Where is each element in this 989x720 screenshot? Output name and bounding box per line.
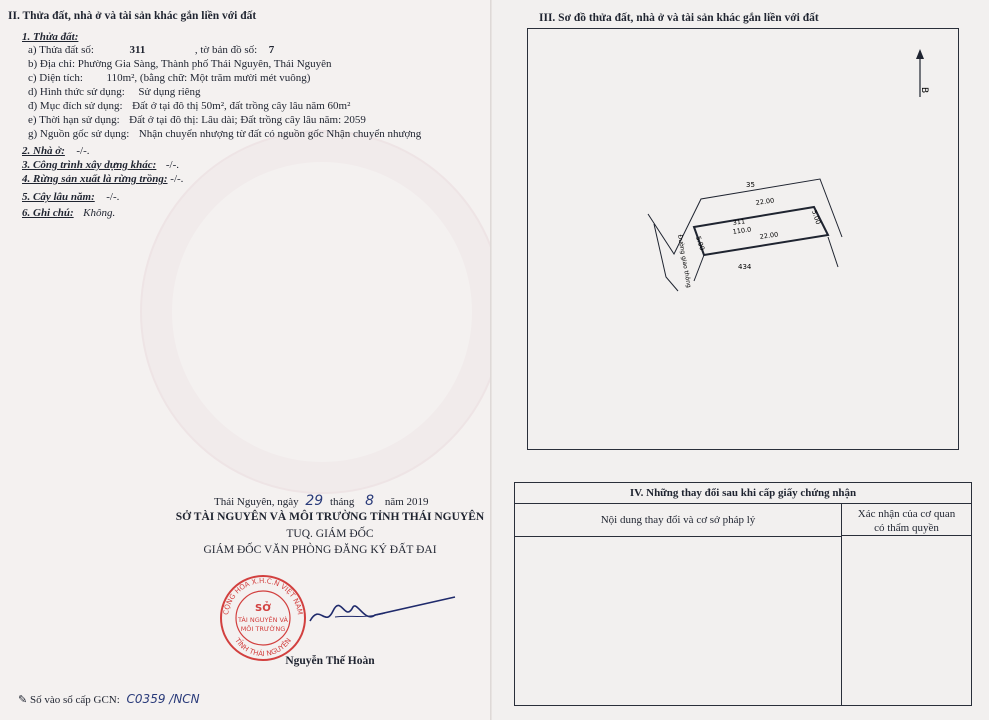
signer-name: Nguyễn Thế Hoàn [285, 655, 375, 667]
area-label: c) Diện tích: [28, 72, 83, 84]
changes-table-divider [841, 536, 842, 705]
width-left: 5.00 [694, 235, 707, 252]
tuq-title: TUQ. GIÁM ĐỐC [286, 528, 374, 540]
perennial-row [22, 191, 119, 204]
right-page [492, 0, 989, 720]
official-seal [218, 573, 308, 663]
len-bottom: 22.00 [759, 230, 779, 241]
other-construction-row [22, 159, 179, 172]
date-month-label: tháng [329, 496, 355, 508]
house-value: -/-. [76, 145, 90, 157]
forest-label: 4. Rừng sản xuất là rừng trồng: [22, 173, 168, 185]
use-term-value: Đất ở tại đô thị: Lâu dài; Đất trồng cây lâu năm: 2059 [129, 114, 366, 126]
signature-scribble [305, 593, 465, 633]
house-row [22, 145, 90, 158]
seal-ring-bottom: TỈNH THÁI NGUYÊN [233, 636, 293, 659]
date-day: 29 [305, 493, 324, 509]
other-construction-value: -/-. [165, 159, 179, 171]
use-purpose-value: Đất ở tại đô thị 50m², đất trồng cây lâu năm 60m² [132, 100, 351, 112]
use-term-row [28, 114, 366, 127]
map-sheet-label: , tờ bản đồ số: [194, 44, 258, 56]
note-label: 6. Ghi chú: [22, 207, 74, 219]
parcel-area: 110.0 [732, 225, 752, 236]
note-value: Không. [83, 207, 116, 219]
use-form-label: d) Hình thức sử dụng: [28, 86, 125, 98]
other-construction-label: 3. Công trình xây dựng khác: [22, 159, 157, 171]
changes-table [514, 482, 972, 706]
len-top: 22.00 [755, 196, 775, 207]
parcel-number-row [28, 44, 274, 57]
house-label: 2. Nhà ở: [22, 145, 65, 157]
road-label: Đường giao thông [676, 234, 693, 289]
left-page [0, 0, 492, 720]
map-sheet-value: 7 [268, 44, 275, 56]
perennial-label: 5. Cây lâu năm: [22, 191, 95, 203]
date-prefix: Thái Nguyên, ngày [214, 496, 299, 508]
changes-col-content: Nội dung thay đổi và cơ sở pháp lý [515, 504, 842, 537]
neighbor-bottom: 434 [738, 263, 752, 271]
perennial-value: -/-. [106, 191, 120, 203]
area-row [28, 72, 310, 85]
authority-line2: có thẩm quyền [874, 522, 939, 534]
date-year: năm 2019 [384, 496, 429, 508]
section-ii-title: II. Thửa đất, nhà ở và tài sản khác gắn liền với đất [8, 10, 257, 22]
neighbor-top: 35 [746, 181, 755, 189]
use-term-label: e) Thời hạn sử dụng: [28, 114, 120, 126]
use-form-value: Sử dụng riêng [138, 86, 201, 98]
parcel-map [527, 28, 959, 450]
item1-title: 1. Thửa đất: [22, 31, 79, 43]
parcel-number-label: a) Thửa đất số: [28, 44, 94, 56]
gcn-row [18, 693, 200, 707]
north-label: B [919, 87, 929, 94]
parcel-311-outline [694, 207, 828, 255]
pen-icon: ✎ [18, 694, 28, 706]
section-iii-title: III. Sơ đồ thửa đất, nhà ở và tài sản khác gắn liền với đất [539, 12, 819, 24]
signing-date [214, 495, 429, 509]
seal-line2: TÀI NGUYÊN VÀ [237, 616, 289, 624]
date-month: 8 [365, 493, 375, 509]
parcel-diagram [528, 29, 958, 449]
note-row [22, 207, 115, 220]
issuing-org: SỞ TÀI NGUYÊN VÀ MÔI TRƯỜNG TỈNH THÁI NGUYÊN [175, 511, 485, 523]
use-purpose-label: đ) Mục đích sử dụng: [28, 100, 123, 112]
use-purpose-row [28, 100, 350, 113]
changes-table-title: IV. Những thay đổi sau khi cấp giấy chứng nhận [515, 483, 971, 504]
signer-role: GIÁM ĐỐC VĂN PHÒNG ĐĂNG KÝ ĐẤT ĐAI [203, 544, 437, 556]
seal-ring-top: CỘNG HÒA X.H.C.N VIỆT NAM [222, 576, 304, 616]
gcn-label: Số vào sổ cấp GCN: [29, 694, 120, 706]
use-origin-row [28, 128, 421, 141]
use-form-row [28, 86, 201, 99]
forest-value: -/-. [170, 173, 184, 185]
forest-row [22, 173, 183, 186]
use-origin-label: g) Nguồn gốc sử dụng: [28, 128, 130, 140]
parcel-id: 311 [732, 217, 746, 227]
authority-line1: Xác nhận của cơ quan [857, 508, 956, 520]
address-line: b) Địa chỉ: Phường Gia Sàng, Thành phố Thái Nguyên, Thái Nguyên [28, 58, 332, 70]
seal-center: SỞ [255, 603, 271, 614]
area-value: 110m², (bằng chữ: Một trăm mười mét vuông) [106, 72, 311, 84]
watermark-emblem [140, 130, 492, 494]
width-right: 5.00 [810, 209, 823, 226]
parcel-number-value: 311 [129, 44, 146, 56]
use-origin-value: Nhận chuyển nhượng từ đất có nguồn gốc Nhận chuyển nhượng [138, 128, 422, 140]
seal-line3: MÔI TRƯỜNG [240, 625, 286, 633]
gcn-value: C0359 /NCN [126, 692, 200, 706]
changes-col-authority [842, 504, 971, 536]
